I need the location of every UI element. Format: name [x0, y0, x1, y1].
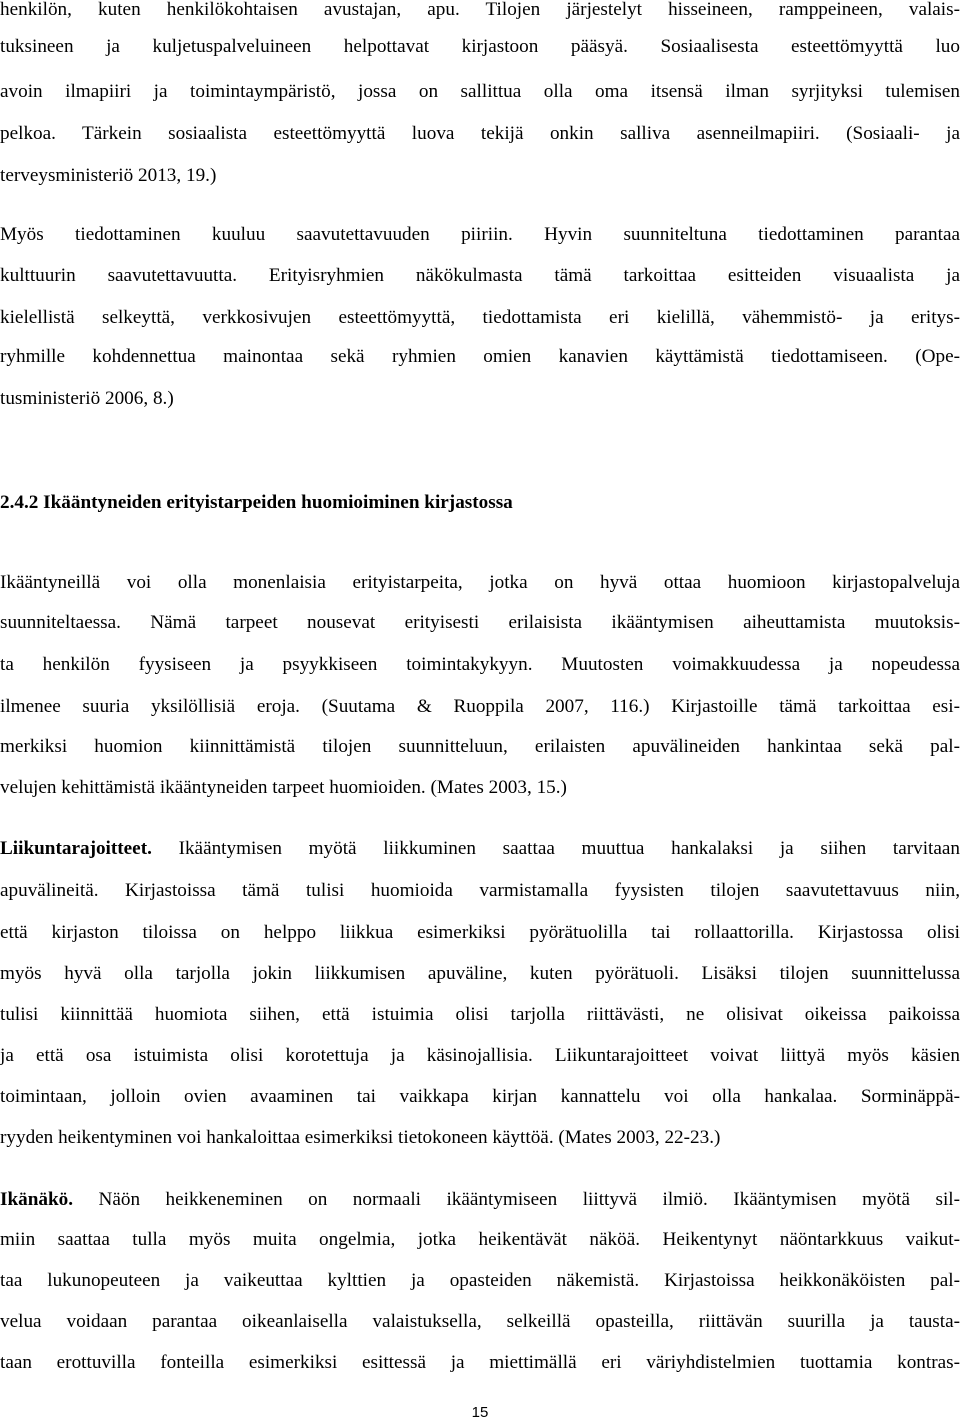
- paragraph-4-line-6: ja että osa istuimista olisi korotettuja ja käsinojallisia. Liikuntarajoitteet voivat liittyä myös käsien: [0, 1045, 960, 1066]
- paragraph-4-line-4: myös hyvä olla tarjolla jokin liikkumisen apuväline, kuten pyörätuoli. Lisäksi tilojen suunnittelussa: [0, 963, 960, 984]
- paragraph-1-line-3: avoin ilmapiiri ja toimintaympäristö, jossa on sallittua olla oma itsensä ilman syrjityksi tulemisen: [0, 81, 960, 102]
- paragraph-1-line-2: tuksineen ja kuljetuspalveluineen helpottavat kirjastoon pääsyä. Sosiaalisesta esteettömyyttä luo: [0, 36, 960, 57]
- paragraph-5-line-5: taan erottuvilla fonteilla esimerkiksi esittessä ja miettimällä eri väriyhdistelmien tuottamia kontras-: [0, 1352, 960, 1373]
- paragraph-3-line-6: velujen kehittämistä ikääntyneiden tarpeet huomioiden. (Mates 2003, 15.): [0, 777, 567, 798]
- paragraph-3-line-2: suunniteltaessa. Nämä tarpeet nousevat erityisesti erilaisista ikääntymisen aiheuttamista muutoksis-: [0, 612, 960, 633]
- paragraph-4-lead: Liikuntarajoitteet.: [0, 838, 152, 859]
- paragraph-4-line-7: toimintaan, jolloin ovien avaaminen tai vaikkapa kirjan kannattelu voi olla hankalaa. Sorminäppä-: [0, 1086, 960, 1107]
- paragraph-1-line-5: terveysministeriö 2013, 19.): [0, 165, 217, 186]
- paragraph-5-line-2: miin saattaa tulla myös muita ongelmia, jotka heikentävät näköä. Heikentynyt näöntarkkuus vaikut-: [0, 1229, 960, 1250]
- paragraph-4-line-5: tulisi kiinnittää huomiota siihen, että istuimia olisi tarjolla riittävästi, ne olisivat oikeissa paikoissa: [0, 1004, 960, 1025]
- paragraph-2-line-1: Myös tiedottaminen kuuluu saavutettavuuden piiriin. Hyvin suunniteltuna tiedottaminen parantaa: [0, 224, 960, 245]
- paragraph-5-line-3: taa lukunopeuteen ja vaikeuttaa kylttien ja opasteiden näkemistä. Kirjastoissa heikkonäköisten pal-: [0, 1270, 960, 1291]
- paragraph-4-line-1-text: Ikääntymisen myötä liikkuminen saattaa muuttua hankalaksi ja siihen tarvitaan: [151, 838, 960, 859]
- page-number: 15: [471, 1404, 489, 1421]
- paragraph-4-line-8: ryyden heikentyminen voi hankaloittaa esimerkiksi tietokoneen käyttöä. (Mates 2003, 22-23.): [0, 1127, 721, 1148]
- paragraph-5-line-1: [0, 1187, 960, 1213]
- paragraph-3-line-1: Ikääntyneillä voi olla monenlaisia erityistarpeita, jotka on hyvä ottaa huomioon kirjastopalveluja: [0, 572, 960, 593]
- paragraph-1-line-1: henkilön, kuten henkilökohtaisen avustajan, apu. Tilojen järjestelyt hisseineen, ramppeineen, valais-: [0, 0, 960, 20]
- paragraph-4-line-3: että kirjaston tiloissa on helppo liikkua esimerkiksi pyörätuolilla tai rollaattorilla. Kirjastossa olisi: [0, 922, 960, 943]
- paragraph-5-lead: Ikänäkö.: [0, 1189, 74, 1210]
- paragraph-3-line-3: ta henkilön fyysiseen ja psyykkiseen toimintakykyyn. Muutosten voimakkuudessa ja nopeudessa: [0, 654, 960, 675]
- paragraph-3-line-4: ilmenee suuria yksilöllisiä eroja. (Suutama & Ruoppila 2007, 116.) Kirjastoille tämä tarkoittaa esi-: [0, 696, 960, 717]
- paragraph-3-line-5: merkiksi huomion kiinnittämistä tilojen suunnitteluun, erilaisten apuvälineiden hankintaa sekä pal-: [0, 736, 960, 757]
- paragraph-1-line-4: pelkoa. Tärkein sosiaalista esteettömyyttä luova tekijä onkin salliva asenneilmapiiri. (Sosiaali- ja: [0, 123, 960, 144]
- paragraph-2-line-3: kielellistä selkeyttä, verkkosivujen esteettömyyttä, tiedottamista eri kielillä, vähemmistö- ja eritys-: [0, 307, 960, 328]
- section-heading: 2.4.2 Ikääntyneiden erityistarpeiden huomioiminen kirjastossa: [0, 492, 513, 513]
- paragraph-2-line-4: ryhmille kohdennettua mainontaa sekä ryhmien omien kanavien käyttämistä tiedottamiseen. (Ope-: [0, 346, 960, 367]
- paragraph-4-line-1: [0, 836, 960, 862]
- paragraph-2-line-2: kulttuurin saavutettavuutta. Erityisryhmien näkökulmasta tämä tarkoittaa esitteiden visuaalista ja: [0, 265, 960, 286]
- paragraph-2-line-5: tusministeriö 2006, 8.): [0, 388, 174, 409]
- paragraph-5-line-1-text: Näön heikkeneminen on normaali ikääntymiseen liittyvä ilmiö. Ikääntymisen myötä sil-: [73, 1189, 960, 1210]
- paragraph-5-line-4: velua voidaan parantaa oikeanlaisella valaistuksella, selkeillä opasteilla, riittävän suurilla ja tausta-: [0, 1311, 960, 1332]
- paragraph-4-line-2: apuvälineitä. Kirjastoissa tämä tulisi huomioida varmistamalla fyysisten tilojen saavutettavuus niin,: [0, 880, 960, 901]
